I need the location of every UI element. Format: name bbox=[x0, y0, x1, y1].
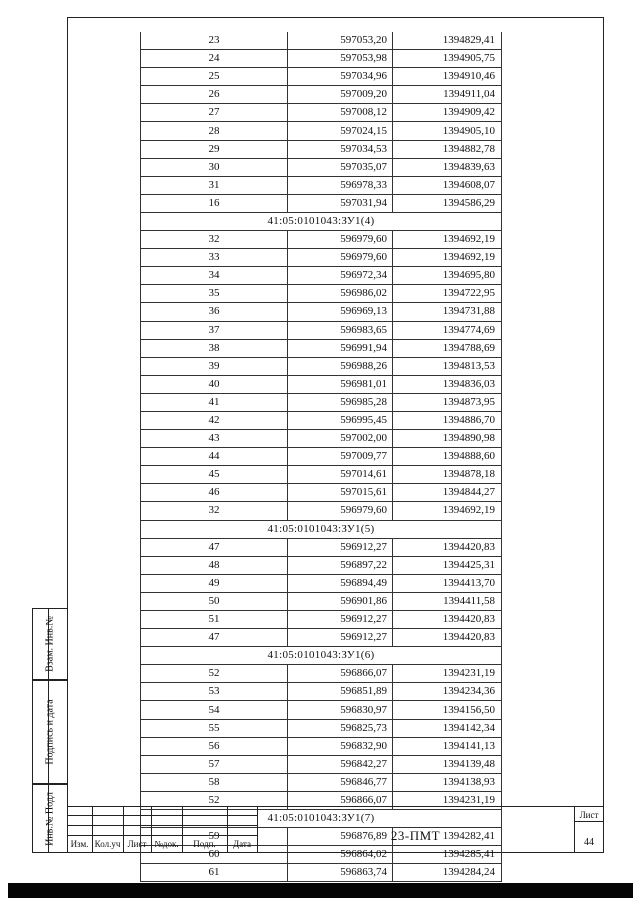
coord-y: 1394411,58 bbox=[393, 592, 502, 610]
coord-x: 597034,96 bbox=[288, 68, 393, 86]
parcel-id: 41:05:0101043:ЗУ1(4) bbox=[141, 212, 502, 230]
coord-x: 596981,01 bbox=[288, 375, 393, 393]
point-number: 59 bbox=[141, 828, 288, 846]
coord-y: 1394836,03 bbox=[393, 375, 502, 393]
coord-y: 1394156,50 bbox=[393, 701, 502, 719]
point-number: 51 bbox=[141, 611, 288, 629]
point-number: 37 bbox=[141, 321, 288, 339]
coord-y: 1394839,63 bbox=[393, 158, 502, 176]
table-row bbox=[141, 158, 502, 176]
parcel-id: 41:05:0101043:ЗУ1(7) bbox=[141, 810, 502, 828]
coord-y: 1394413,70 bbox=[393, 574, 502, 592]
table-row bbox=[141, 556, 502, 574]
point-number: 57 bbox=[141, 755, 288, 773]
stamp-row-line bbox=[67, 815, 257, 816]
table-row bbox=[141, 755, 502, 773]
coord-y: 1394829,41 bbox=[393, 32, 502, 50]
parcel-header-row bbox=[141, 647, 502, 665]
point-number: 47 bbox=[141, 538, 288, 556]
point-number: 36 bbox=[141, 303, 288, 321]
table-row bbox=[141, 683, 502, 701]
coord-x: 596979,60 bbox=[288, 502, 393, 520]
table-row bbox=[141, 773, 502, 791]
stamp-label-change: Изм. bbox=[70, 839, 89, 849]
coord-y: 1394695,80 bbox=[393, 267, 502, 285]
point-number: 25 bbox=[141, 68, 288, 86]
point-number: 54 bbox=[141, 701, 288, 719]
coord-x: 596991,94 bbox=[288, 339, 393, 357]
coord-y: 1394886,70 bbox=[393, 411, 502, 429]
point-number: 58 bbox=[141, 773, 288, 791]
coord-x: 596983,65 bbox=[288, 321, 393, 339]
table-row bbox=[141, 430, 502, 448]
coord-y: 1394890,98 bbox=[393, 430, 502, 448]
coord-y: 1394692,19 bbox=[393, 249, 502, 267]
coord-x: 596978,33 bbox=[288, 176, 393, 194]
coord-x: 597009,20 bbox=[288, 86, 393, 104]
parcel-header-row bbox=[141, 212, 502, 230]
coord-y: 1394138,93 bbox=[393, 773, 502, 791]
point-number: 38 bbox=[141, 339, 288, 357]
table-row bbox=[141, 104, 502, 122]
point-number: 52 bbox=[141, 665, 288, 683]
side-label-inv-change: Взам. Инв.№ bbox=[44, 616, 56, 672]
sheet-number: 44 bbox=[584, 837, 594, 848]
stamp-row-line bbox=[67, 825, 257, 826]
coord-y: 1394878,18 bbox=[393, 466, 502, 484]
scan-bottom-edge bbox=[8, 883, 633, 898]
stamp-label-signature: Подп. bbox=[193, 839, 216, 849]
point-number: 40 bbox=[141, 375, 288, 393]
coord-y: 1394139,48 bbox=[393, 755, 502, 773]
coord-x: 596863,74 bbox=[288, 864, 393, 882]
table-row bbox=[141, 194, 502, 212]
stamp-top-line bbox=[67, 806, 604, 807]
coord-y: 1394608,07 bbox=[393, 176, 502, 194]
table-row bbox=[141, 466, 502, 484]
coord-x: 597053,20 bbox=[288, 32, 393, 50]
point-number: 41 bbox=[141, 393, 288, 411]
title-block bbox=[67, 806, 604, 853]
coord-x: 596988,26 bbox=[288, 357, 393, 375]
stamp-label-doc-no: №док. bbox=[154, 839, 179, 849]
coord-y: 1394692,19 bbox=[393, 502, 502, 520]
coord-x: 597024,15 bbox=[288, 122, 393, 140]
point-number: 24 bbox=[141, 50, 288, 68]
coord-y: 1394813,53 bbox=[393, 357, 502, 375]
coord-y: 1394788,69 bbox=[393, 339, 502, 357]
coord-y: 1394586,29 bbox=[393, 194, 502, 212]
coord-x: 596979,60 bbox=[288, 249, 393, 267]
table-row bbox=[141, 719, 502, 737]
table-row bbox=[141, 665, 502, 683]
table-row bbox=[141, 592, 502, 610]
table-row bbox=[141, 448, 502, 466]
coord-x: 597015,61 bbox=[288, 484, 393, 502]
coord-y: 1394910,46 bbox=[393, 68, 502, 86]
side-field-sign-date bbox=[32, 680, 67, 784]
coord-y: 1394882,78 bbox=[393, 140, 502, 158]
point-number: 32 bbox=[141, 231, 288, 249]
coord-x: 597009,77 bbox=[288, 448, 393, 466]
coord-y: 1394231,19 bbox=[393, 791, 502, 809]
coord-x: 597031,94 bbox=[288, 194, 393, 212]
coord-x: 596901,86 bbox=[288, 592, 393, 610]
table-row bbox=[141, 50, 502, 68]
table-row bbox=[141, 321, 502, 339]
coord-y: 1394282,41 bbox=[393, 828, 502, 846]
point-number: 52 bbox=[141, 791, 288, 809]
table-row bbox=[141, 122, 502, 140]
coord-x: 596912,27 bbox=[288, 629, 393, 647]
coord-y: 1394420,83 bbox=[393, 611, 502, 629]
point-number: 46 bbox=[141, 484, 288, 502]
table-row bbox=[141, 611, 502, 629]
point-number: 44 bbox=[141, 448, 288, 466]
coord-x: 596912,27 bbox=[288, 611, 393, 629]
parcel-id: 41:05:0101043:ЗУ1(6) bbox=[141, 647, 502, 665]
coord-y: 1394774,69 bbox=[393, 321, 502, 339]
coord-x: 597053,98 bbox=[288, 50, 393, 68]
coord-y: 1394905,75 bbox=[393, 50, 502, 68]
coord-y: 1394425,31 bbox=[393, 556, 502, 574]
coord-x: 597008,12 bbox=[288, 104, 393, 122]
table-row bbox=[141, 484, 502, 502]
coord-x: 596985,28 bbox=[288, 393, 393, 411]
coord-y: 1394722,95 bbox=[393, 285, 502, 303]
coord-x: 596866,07 bbox=[288, 665, 393, 683]
table-row bbox=[141, 393, 502, 411]
table-row bbox=[141, 357, 502, 375]
coord-y: 1394873,95 bbox=[393, 393, 502, 411]
point-number: 34 bbox=[141, 267, 288, 285]
point-number: 29 bbox=[141, 140, 288, 158]
table-row bbox=[141, 285, 502, 303]
stamp-row-line bbox=[67, 835, 257, 836]
coord-x: 596979,60 bbox=[288, 231, 393, 249]
coord-y: 1394141,13 bbox=[393, 737, 502, 755]
coord-x: 597034,53 bbox=[288, 140, 393, 158]
coord-y: 1394909,42 bbox=[393, 104, 502, 122]
point-number: 56 bbox=[141, 737, 288, 755]
point-number: 23 bbox=[141, 32, 288, 50]
coord-x: 596842,27 bbox=[288, 755, 393, 773]
table-row bbox=[141, 538, 502, 556]
coord-x: 596969,13 bbox=[288, 303, 393, 321]
coord-y: 1394844,27 bbox=[393, 484, 502, 502]
coord-x: 596830,97 bbox=[288, 701, 393, 719]
side-field-inv-orig bbox=[32, 784, 67, 853]
coord-y: 1394231,19 bbox=[393, 665, 502, 683]
point-number: 43 bbox=[141, 430, 288, 448]
sheet-label: Лист bbox=[579, 810, 599, 820]
table-row bbox=[141, 68, 502, 86]
point-number: 31 bbox=[141, 176, 288, 194]
table-row bbox=[141, 737, 502, 755]
coord-x: 597002,00 bbox=[288, 430, 393, 448]
table-row bbox=[141, 267, 502, 285]
stamp-label-sheet: Лист bbox=[127, 839, 147, 849]
coord-y: 1394911,04 bbox=[393, 86, 502, 104]
coord-x: 596846,77 bbox=[288, 773, 393, 791]
table-row bbox=[141, 176, 502, 194]
table-row bbox=[141, 375, 502, 393]
table-row bbox=[141, 339, 502, 357]
coord-x: 596912,27 bbox=[288, 538, 393, 556]
side-field-inv-change bbox=[32, 608, 67, 680]
table-row bbox=[141, 574, 502, 592]
table-row bbox=[141, 864, 502, 882]
document-code: 23-ПМТ bbox=[390, 828, 441, 843]
coord-x: 596825,73 bbox=[288, 719, 393, 737]
point-number: 35 bbox=[141, 285, 288, 303]
coord-y: 1394905,10 bbox=[393, 122, 502, 140]
coord-y: 1394731,88 bbox=[393, 303, 502, 321]
point-number: 32 bbox=[141, 502, 288, 520]
point-number: 42 bbox=[141, 411, 288, 429]
coord-y: 1394285,41 bbox=[393, 846, 502, 864]
table-row bbox=[141, 701, 502, 719]
coord-x: 596897,22 bbox=[288, 556, 393, 574]
table-row bbox=[141, 629, 502, 647]
coord-x: 596972,34 bbox=[288, 267, 393, 285]
coord-x: 596876,89 bbox=[288, 828, 393, 846]
coord-y: 1394284,24 bbox=[393, 864, 502, 882]
table-row bbox=[141, 231, 502, 249]
coord-y: 1394692,19 bbox=[393, 231, 502, 249]
point-number: 49 bbox=[141, 574, 288, 592]
point-number: 39 bbox=[141, 357, 288, 375]
table-row bbox=[141, 411, 502, 429]
table-row bbox=[141, 502, 502, 520]
point-number: 48 bbox=[141, 556, 288, 574]
point-number: 45 bbox=[141, 466, 288, 484]
stamp-label-count: Кол.уч bbox=[94, 839, 121, 849]
coord-y: 1394234,36 bbox=[393, 683, 502, 701]
side-label-inv-orig: Инв.№ Подл bbox=[44, 791, 56, 846]
table-row bbox=[141, 303, 502, 321]
point-number: 30 bbox=[141, 158, 288, 176]
table-row bbox=[141, 249, 502, 267]
coord-y: 1394420,83 bbox=[393, 629, 502, 647]
stamp-label-date: Дата bbox=[233, 839, 251, 849]
coord-y: 1394142,34 bbox=[393, 719, 502, 737]
point-number: 50 bbox=[141, 592, 288, 610]
point-number: 61 bbox=[141, 864, 288, 882]
point-number: 47 bbox=[141, 629, 288, 647]
point-number: 27 bbox=[141, 104, 288, 122]
stamp-sheet-line bbox=[574, 821, 604, 822]
point-number: 26 bbox=[141, 86, 288, 104]
point-number: 55 bbox=[141, 719, 288, 737]
coord-x: 596995,45 bbox=[288, 411, 393, 429]
table-row bbox=[141, 86, 502, 104]
coord-x: 596864,02 bbox=[288, 846, 393, 864]
coordinates-table bbox=[140, 32, 502, 882]
point-number: 28 bbox=[141, 122, 288, 140]
coord-x: 596832,90 bbox=[288, 737, 393, 755]
coord-x: 596986,02 bbox=[288, 285, 393, 303]
point-number: 16 bbox=[141, 194, 288, 212]
coord-x: 597014,61 bbox=[288, 466, 393, 484]
parcel-id: 41:05:0101043:ЗУ1(5) bbox=[141, 520, 502, 538]
coord-x: 597035,07 bbox=[288, 158, 393, 176]
point-number: 60 bbox=[141, 846, 288, 864]
coordinates-table-body bbox=[141, 32, 502, 882]
table-row bbox=[141, 140, 502, 158]
coord-y: 1394420,83 bbox=[393, 538, 502, 556]
side-label-sign-date: Подпись и дата bbox=[44, 699, 56, 765]
point-number: 53 bbox=[141, 683, 288, 701]
coord-x: 596851,89 bbox=[288, 683, 393, 701]
parcel-header-row bbox=[141, 520, 502, 538]
point-number: 33 bbox=[141, 249, 288, 267]
coord-x: 596866,07 bbox=[288, 791, 393, 809]
coord-x: 596894,49 bbox=[288, 574, 393, 592]
table-row bbox=[141, 32, 502, 50]
coord-y: 1394888,60 bbox=[393, 448, 502, 466]
